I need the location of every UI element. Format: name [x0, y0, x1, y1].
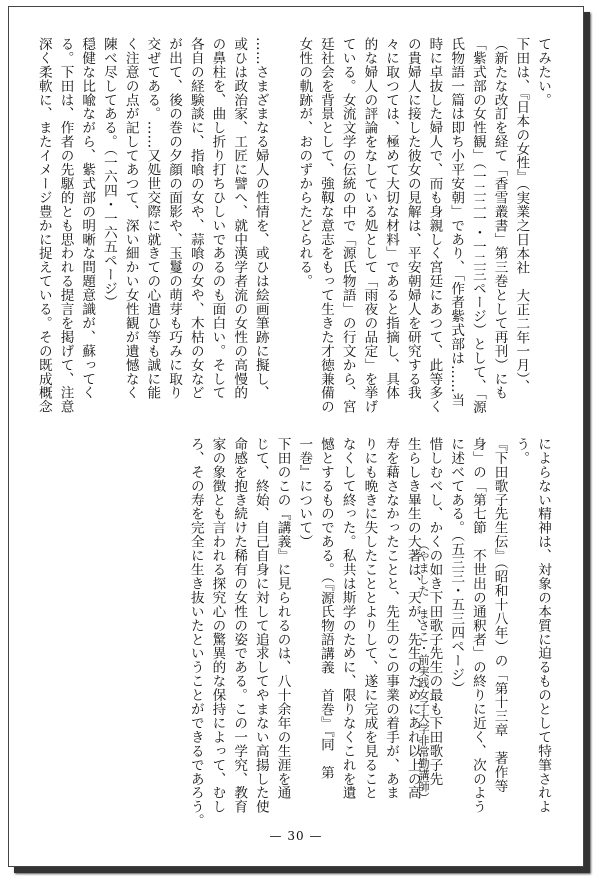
text-line: 女性の軌跡が、おのずからたどられる。: [296, 37, 313, 289]
text-line: 惜しむべし、かくの如き下田歌子先生の最も下田歌子先: [426, 437, 443, 786]
text-line: りにも晩きに失したこととよりして、遂に完成を見ること: [361, 437, 378, 800]
text-line: 家の象徴とも言われる探究心の驚異的な保持によって、むし: [209, 437, 226, 814]
text-line: 或ひは政治家、工匠に譬へ、就中漢学者流の女性の高慢的: [231, 37, 248, 400]
text-line: 的な婦人の評論をなしている処として「雨夜の品定」を挙げ: [361, 37, 378, 414]
text-line: ろ、その寿を完全に生き抜いたということができるであろう。: [187, 437, 204, 828]
text-line: 一巻』について）: [296, 437, 313, 549]
text-line: じて、終始、自己自身に対して追求してやまない高揚した使: [252, 437, 269, 814]
text-line: ている。女流文学の伝統の中で「源氏物語」の行文から、宮: [339, 37, 356, 414]
text-line: ……さまざまなる婦人の性情を、或ひは絵画筆跡に擬し、: [252, 37, 269, 400]
text-line: の鼻柱を、曲し折り打ちひしいであるのも面白い。そして: [209, 37, 226, 400]
text-line: 深く柔軟に、またイメージ豊かに捉えている。その既成概念: [35, 37, 52, 414]
text-line: 身」の「第七節 不世出の通釈者」の終りに近く、次のよう: [469, 437, 486, 814]
page-number: — 30 —: [269, 829, 323, 843]
text-line: 『下田歌子先生伝』（昭和十八年）の「第十三章 著作等: [491, 437, 508, 793]
text-line: く注意の点が記してあつて、深い細かい女性観が遺憾なく: [122, 37, 139, 400]
text-line: てみたい。: [535, 37, 551, 107]
text-line: 下田のこの『講義』に見られるのは、八十余年の生涯を通: [274, 437, 291, 800]
text-line: 時に卓抜した婦人で、而も身親しく宮廷にあつて、此等多く: [426, 37, 443, 414]
text-line: に述べてある。（五三三・五三四ページ）: [448, 437, 465, 696]
text-line: 生らしき畢生の大著は、天が、先生のためにあれ以上の高: [404, 437, 421, 800]
text-line: 命感を抱き続けた稀有の女性の姿である。この一学究、教育: [231, 437, 248, 814]
text-line: （新たな改訂を経て「香雪叢書」第三巻として再刊）にも: [491, 37, 508, 400]
text-line: 陳べ尽してある。（一六四・一六五ページ）: [100, 37, 117, 310]
text-line: う。: [513, 437, 530, 465]
text-line: 穏健な比喩ながら、紫式部の明晰な問題意識が、蘇ってく: [79, 37, 96, 400]
text-line: なくして終った。私共は斯学のために、限りなくこれを遺: [339, 437, 356, 800]
lower-text-block: [184, 437, 553, 828]
text-line: 下田は、『日本の女性』（実業之日本社 大正二年一月）、: [513, 37, 530, 394]
text-line: が出て、後の巻の夕顔の面影や、玉鬘の萌芽も巧みに取り: [166, 37, 183, 400]
text-line: 「紫式部の女性観」（一二二一・一二三ページ）として、「源: [469, 37, 486, 414]
text-line: [271, 37, 293, 397]
text-line: 交ぜてある。……又処世交際に就きての心遣ひ等も誠に能: [144, 37, 161, 400]
text-line: 氏物語一篇は即ち小平安朝」であり、「作者紫式部は……当: [448, 37, 465, 407]
author-signature: （やました まさこ・前実践女子大学非常勤講師）: [417, 539, 430, 804]
text-line: る。下田は、作者の先駆的とも思われる提言を掲げて、注意: [57, 37, 74, 414]
upper-text-block: [32, 37, 553, 414]
text-line: によらない精神は、対象の本質に迫るものとして特筆されよ: [535, 437, 551, 814]
text-line: 廷社会を背景として、強靱な意志をもって生きた才徳兼備の: [317, 37, 334, 414]
text-line: 憾とするものである。（『源氏物語講義 首巻』『同 第: [317, 437, 334, 780]
text-line: 々に取つては、極めて大切な材料」であると指摘し、具体: [383, 37, 400, 400]
text-line: 寿を藉さなかったことと、先生のこの事業の着手が、あま: [383, 437, 400, 800]
text-line: 各自の経験談に、指喰の女や、蒜喰の女や、木枯の女など: [187, 37, 204, 400]
text-line: の貴婦人に接した彼女の見解は、平安朝婦人を研究する我: [404, 37, 421, 400]
document-page: [8, 6, 584, 867]
